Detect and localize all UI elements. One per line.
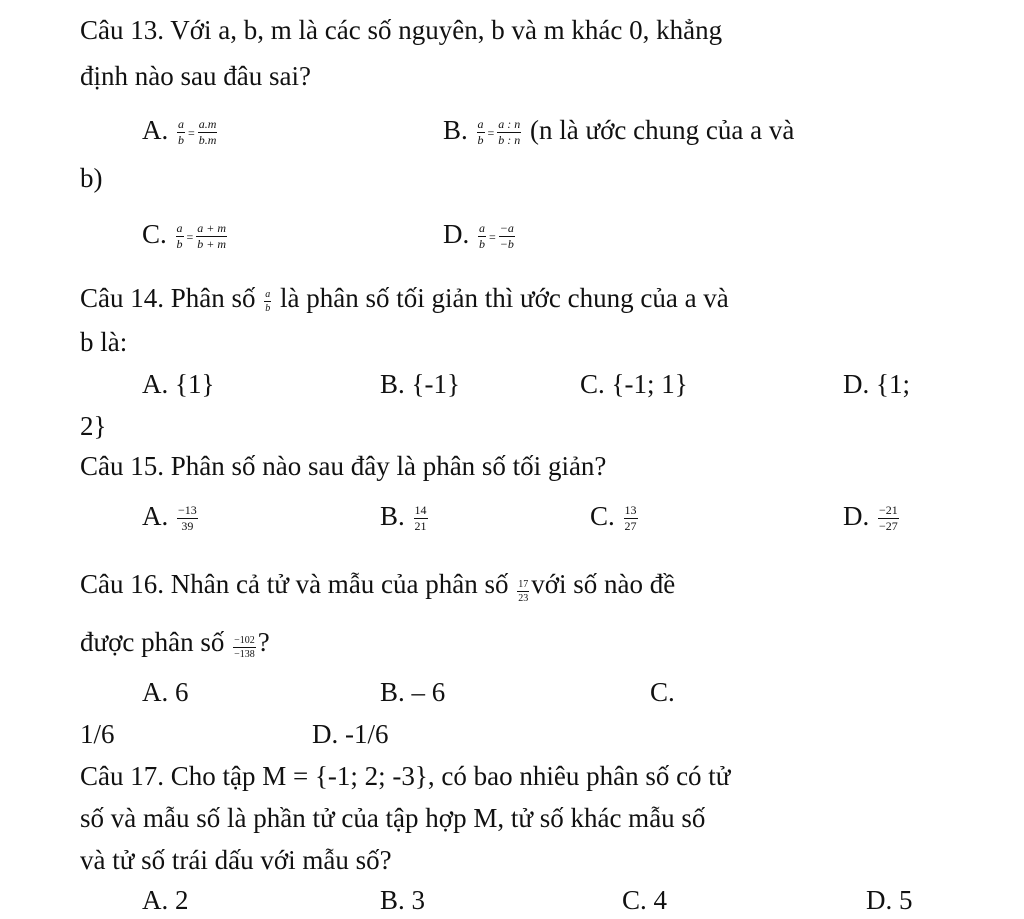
- option-label: A.: [142, 115, 169, 145]
- q15-option-d[interactable]: [843, 500, 901, 533]
- fraction: $\frac{17}{23}$: [518, 579, 529, 604]
- fraction: $\frac{a}{b}$: [477, 117, 484, 148]
- option-label: B.: [380, 501, 405, 531]
- q14-option-c[interactable]: C. {-1; 1}: [580, 369, 688, 399]
- option-note: (n là ước chung của a và: [530, 115, 795, 145]
- q14-option-a[interactable]: A. {1}: [142, 369, 215, 399]
- q17-option-c[interactable]: C. 4: [622, 885, 668, 915]
- q13-title: Câu 13. Với a, b, m là các số nguyên, b và m khác 0, khẳng: [80, 15, 723, 45]
- fraction: $\frac{14}{21}$: [414, 503, 427, 534]
- option-label: B.: [443, 115, 468, 145]
- fraction: $\frac{a}{b}$: [265, 289, 271, 314]
- q16-title: Câu 16. Nhân cả tử và mẫu của phân số $\frac{17}{23}$ với số nào đề: [80, 569, 676, 604]
- fraction: $\frac{a}{b}$: [176, 221, 183, 252]
- option-label: D.: [443, 219, 470, 249]
- option-label: D.: [843, 501, 870, 531]
- fraction: $\frac{13}{27}$: [624, 503, 637, 534]
- q16-option-c-cont: 1/6: [80, 719, 115, 749]
- q17-line-3: và tử số trái dấu với mẫu số?: [80, 845, 392, 875]
- q14-option-b[interactable]: B. {-1}: [380, 369, 460, 399]
- q17-option-d[interactable]: D. 5: [866, 885, 913, 915]
- q16-option-d[interactable]: D. -1/6: [312, 719, 389, 749]
- q16-option-b[interactable]: B. – 6: [380, 677, 446, 707]
- q13-option-d[interactable]: D. $\frac{a}{b}$ = $\frac{-a}{-b}$: [443, 219, 514, 252]
- q17-line-1: Câu 17. Cho tập M = {-1; 2; -3}, có bao nhiêu phân số có tử: [80, 761, 731, 791]
- q14-option-d[interactable]: D. {1;: [843, 369, 910, 399]
- fraction: $\frac{-13}{39}$: [178, 503, 197, 534]
- q13-option-b[interactable]: B. $\frac{a}{b}$ = $\frac{a : n}{b : n}$ (n là ước chung của a và: [443, 115, 795, 148]
- q16-option-a[interactable]: A. 6: [142, 677, 189, 707]
- q13-option-a[interactable]: A. $\frac{a}{b}$ = $\frac{a.m}{b.m}$: [142, 115, 217, 148]
- q17-line-2: số và mẫu số là phần tử của tập hợp M, tử số khác mẫu số: [80, 803, 706, 833]
- q13-option-c[interactable]: C. $\frac{a}{b}$ = $\frac{a + m}{b + m}$: [142, 219, 227, 252]
- q15-option-a[interactable]: [142, 500, 200, 533]
- fraction: $\frac{a : n}{b : n}$: [498, 117, 521, 148]
- fraction: $\frac{-21}{-27}$: [879, 503, 898, 534]
- q17-option-b[interactable]: B. 3: [380, 885, 426, 915]
- q14-title: Câu 14. Phân số $\frac{a}{b}$ là phân số tối giản thì ước chung của a và: [80, 283, 729, 314]
- fraction: $\frac{a}{b}$: [479, 221, 485, 252]
- fraction: $\frac{a}{b}$: [178, 117, 184, 148]
- q14-option-d-cont: 2}: [80, 411, 107, 441]
- q15-option-c[interactable]: [590, 500, 640, 533]
- q14-title-cont: b là:: [80, 327, 128, 357]
- q13-option-b-cont: b): [80, 163, 103, 193]
- q15-title: Câu 15. Phân số nào sau đây là phân số tối giản?: [80, 451, 607, 481]
- q17-option-a[interactable]: A. 2: [142, 885, 189, 915]
- fraction: $\frac{-102}{-138}$: [234, 635, 255, 660]
- q15-option-b[interactable]: [380, 500, 430, 533]
- q16-option-c[interactable]: C.: [650, 677, 675, 707]
- option-label: A.: [142, 501, 169, 531]
- fraction: $\frac{a.m}{b.m}$: [198, 117, 217, 148]
- option-label: C.: [142, 219, 167, 249]
- option-label: C.: [590, 501, 615, 531]
- fraction: $\frac{a + m}{b + m}$: [197, 221, 227, 252]
- q16-title-cont: được phân số $\frac{-102}{-138}$ ?: [80, 627, 270, 660]
- fraction: $\frac{-a}{-b}$: [499, 221, 514, 252]
- q13-title-cont: định nào sau đâu sai?: [80, 61, 311, 91]
